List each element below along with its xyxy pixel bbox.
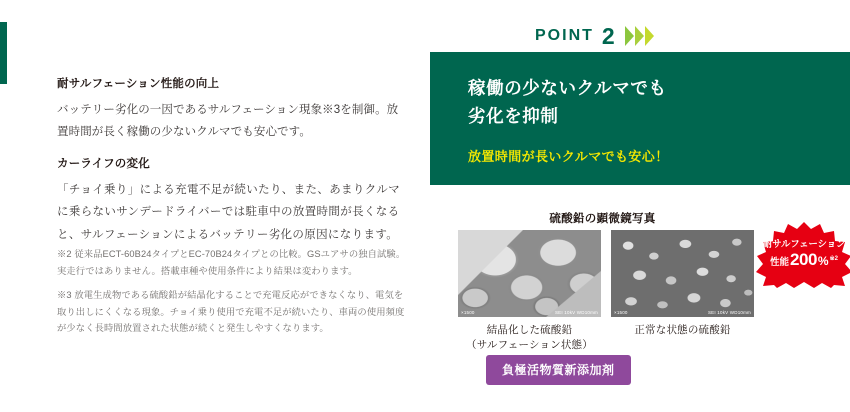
point-number: 2 [601,23,615,49]
badge-line1: 耐サルフェーション [762,238,846,250]
green-accent-bar [0,22,7,84]
micrograph-image-normal [611,230,754,317]
micrograph-item-crystallized [458,230,601,353]
micrograph-caption-line1-2: 正常な状態の硫酸鉛 [634,324,731,336]
additive-pill: 負極活物質新添加剤 [486,355,631,385]
micrograph-scale-left-1: ×1500 [461,310,475,315]
point-label [535,24,654,47]
chevron-right-icon [625,26,654,46]
micrograph-caption-crystallized [458,323,601,353]
status-badge-performance [756,222,850,288]
micrograph-scale-right-2: SEI 10kV WD10mm [707,310,751,315]
badge-unit: % [817,254,829,269]
micrograph-item-normal [611,230,754,353]
micrograph-gallery [458,230,754,353]
block-heading-performance: 耐サルフェーション性能の向上 [57,78,220,90]
badge-label: 性能 [770,257,790,269]
badge-text [756,222,850,288]
micrograph-image-crystallized [458,230,601,317]
micrograph-caption-line1-1: 結晶化した硫酸鉛 [486,324,573,336]
badge-value: 200 [790,250,817,270]
footnote-2: ※2 従来品ECT-60B24タイプとEC-70B24タイプとの比較。GSユアサの独自試験。実走行ではありません。搭載車種や使用条件により結果は変わります。 [57,249,406,276]
right-highlight-column [430,0,850,412]
text-block-carlife [57,158,407,246]
point-word: POINT [535,26,594,44]
badge-note: ※2 [829,256,838,263]
micrograph-caption-line2-1: （サルフェーション状態） [466,339,593,352]
green-headline-panel [430,52,850,185]
block-heading-carlife: カーライフの変化 [57,158,150,170]
text-block-performance [57,78,407,144]
footnote-3: ※3 放電生成物である硫酸鉛が結晶化することで充電反応ができなくなり、電気を取り出しにくくなる現象。チョイ乗り使用で充電不足が続いたり、車両の使用頻度が少なく長時間放置された状態が続くと発生しやすくなります。 [57,290,405,334]
micrograph-scale-right-1: SEI 10kV WD10mm [554,310,598,315]
block-body-carlife: 「チョイ乗り」による充電不足が続いたり、また、あまりクルマに乗らないサンデードライバーでは駐車中の放置時間が長くなると、サルフェーションによるバッテリー劣化の原因になります。 [57,183,400,241]
block-body-performance: バッテリー劣化の一因であるサルフェーション現象※3を制御。放置時間が長く稼働の少ないクルマでも安心です。 [57,103,399,139]
photo-section-title: 硫酸鉛の顕微鏡写真 [549,213,656,225]
micrograph-scale-left-2: ×1500 [614,310,628,315]
headline-line-1: 稼働の少ないクルマでも [468,78,667,98]
headline-line-2: 劣化を抑制 [468,106,559,127]
headline-subtext: 放置時間が長いクルマでも安心！ [468,148,669,164]
micrograph-caption-normal [611,323,754,338]
